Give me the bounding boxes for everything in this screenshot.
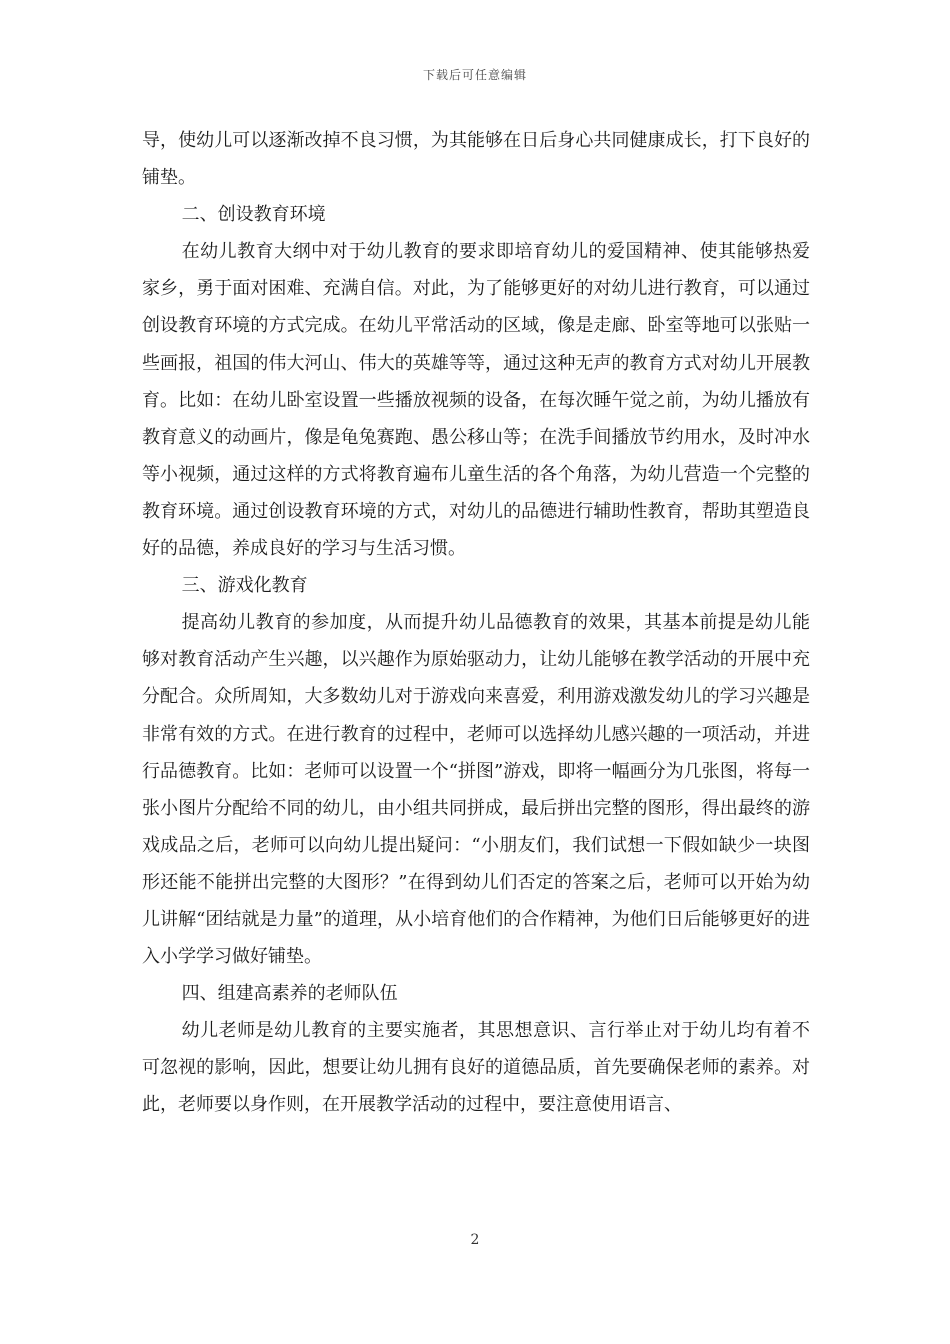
page-header: 下载后可任意编辑: [422, 68, 527, 82]
page-number: 2: [470, 1232, 480, 1248]
section-heading-4: 四、组建高素养的老师队伍: [181, 983, 398, 1005]
document-body: [142, 122, 810, 1124]
paragraph-game-education: 提高幼儿教育的参加度，从而提升幼儿品德教育的效果，其基本前提是幼儿能够对教育活动产生兴趣，以兴趣作为原始驱动力，让幼儿能够在教学活动的开展中充分配合。众所周知，大多数幼儿对于游戏向来喜爱，利用游戏激发幼儿的学习兴趣是非常有效的方式。在进行教育的过程中，老师可以选择幼儿感兴趣的一项活动，并进行品德教育。比如：老师可以设置一个“拼图”游戏，即将一幅画分为几张图，将每一张小图片分配给不同的幼儿，由小组共同拼成，最后拼出完整的图形，得出最终的游戏成品之后，老师可以向幼儿提出疑问：“小朋友们，我们试想一下假如缺少一块图形还能不能拼出完整的大图形？”在得到幼儿们否定的答案之后，老师可以开始为幼儿讲解“团结就是力量”的道理，从小培育他们的合作精神，为他们日后能够更好的进入小学学习做好铺垫。: [142, 612, 810, 968]
paragraph-teacher-team: 幼儿老师是幼儿教育的主要实施者，其思想意识、言行举止对于幼儿均有着不可忽视的影响，因此，想要让幼儿拥有良好的道德品质，首先要确保老师的素养。对此，老师要以身作则，在开展教学活动的过程中，要注意使用语言、: [142, 1020, 810, 1116]
paragraph-continuation: 导，使幼儿可以逐渐改掉不良习惯，为其能够在日后身心共同健康成长，打下良好的铺垫。: [142, 130, 810, 189]
section-heading-3: 三、游戏化教育: [181, 575, 308, 597]
section-heading-2: 二、创设教育环境: [181, 204, 326, 226]
paragraph-environment: 在幼儿教育大纲中对于幼儿教育的要求即培育幼儿的爱国精神、使其能够热爱家乡，勇于面对困难、充满自信。对此，为了能够更好的对幼儿进行教育，可以通过创设教育环境的方式完成。在幼儿平常活动的区域，像是走廊、卧室等地可以张贴一些画报，祖国的伟大河山、伟大的英雄等等，通过这种无声的教育方式对幼儿开展教育。比如：在幼儿卧室设置一些播放视频的设备，在每次睡午觉之前，为幼儿播放有教育意义的动画片，像是龟兔赛跑、愚公移山等；在洗手间播放节约用水，及时冲水等小视频，通过这样的方式将教育遍布儿童生活的各个角落，为幼儿营造一个完整的教育环境。通过创设教育环境的方式，对幼儿的品德进行辅助性教育，帮助其塑造良好的品德，养成良好的学习与生活习惯。: [142, 241, 810, 560]
